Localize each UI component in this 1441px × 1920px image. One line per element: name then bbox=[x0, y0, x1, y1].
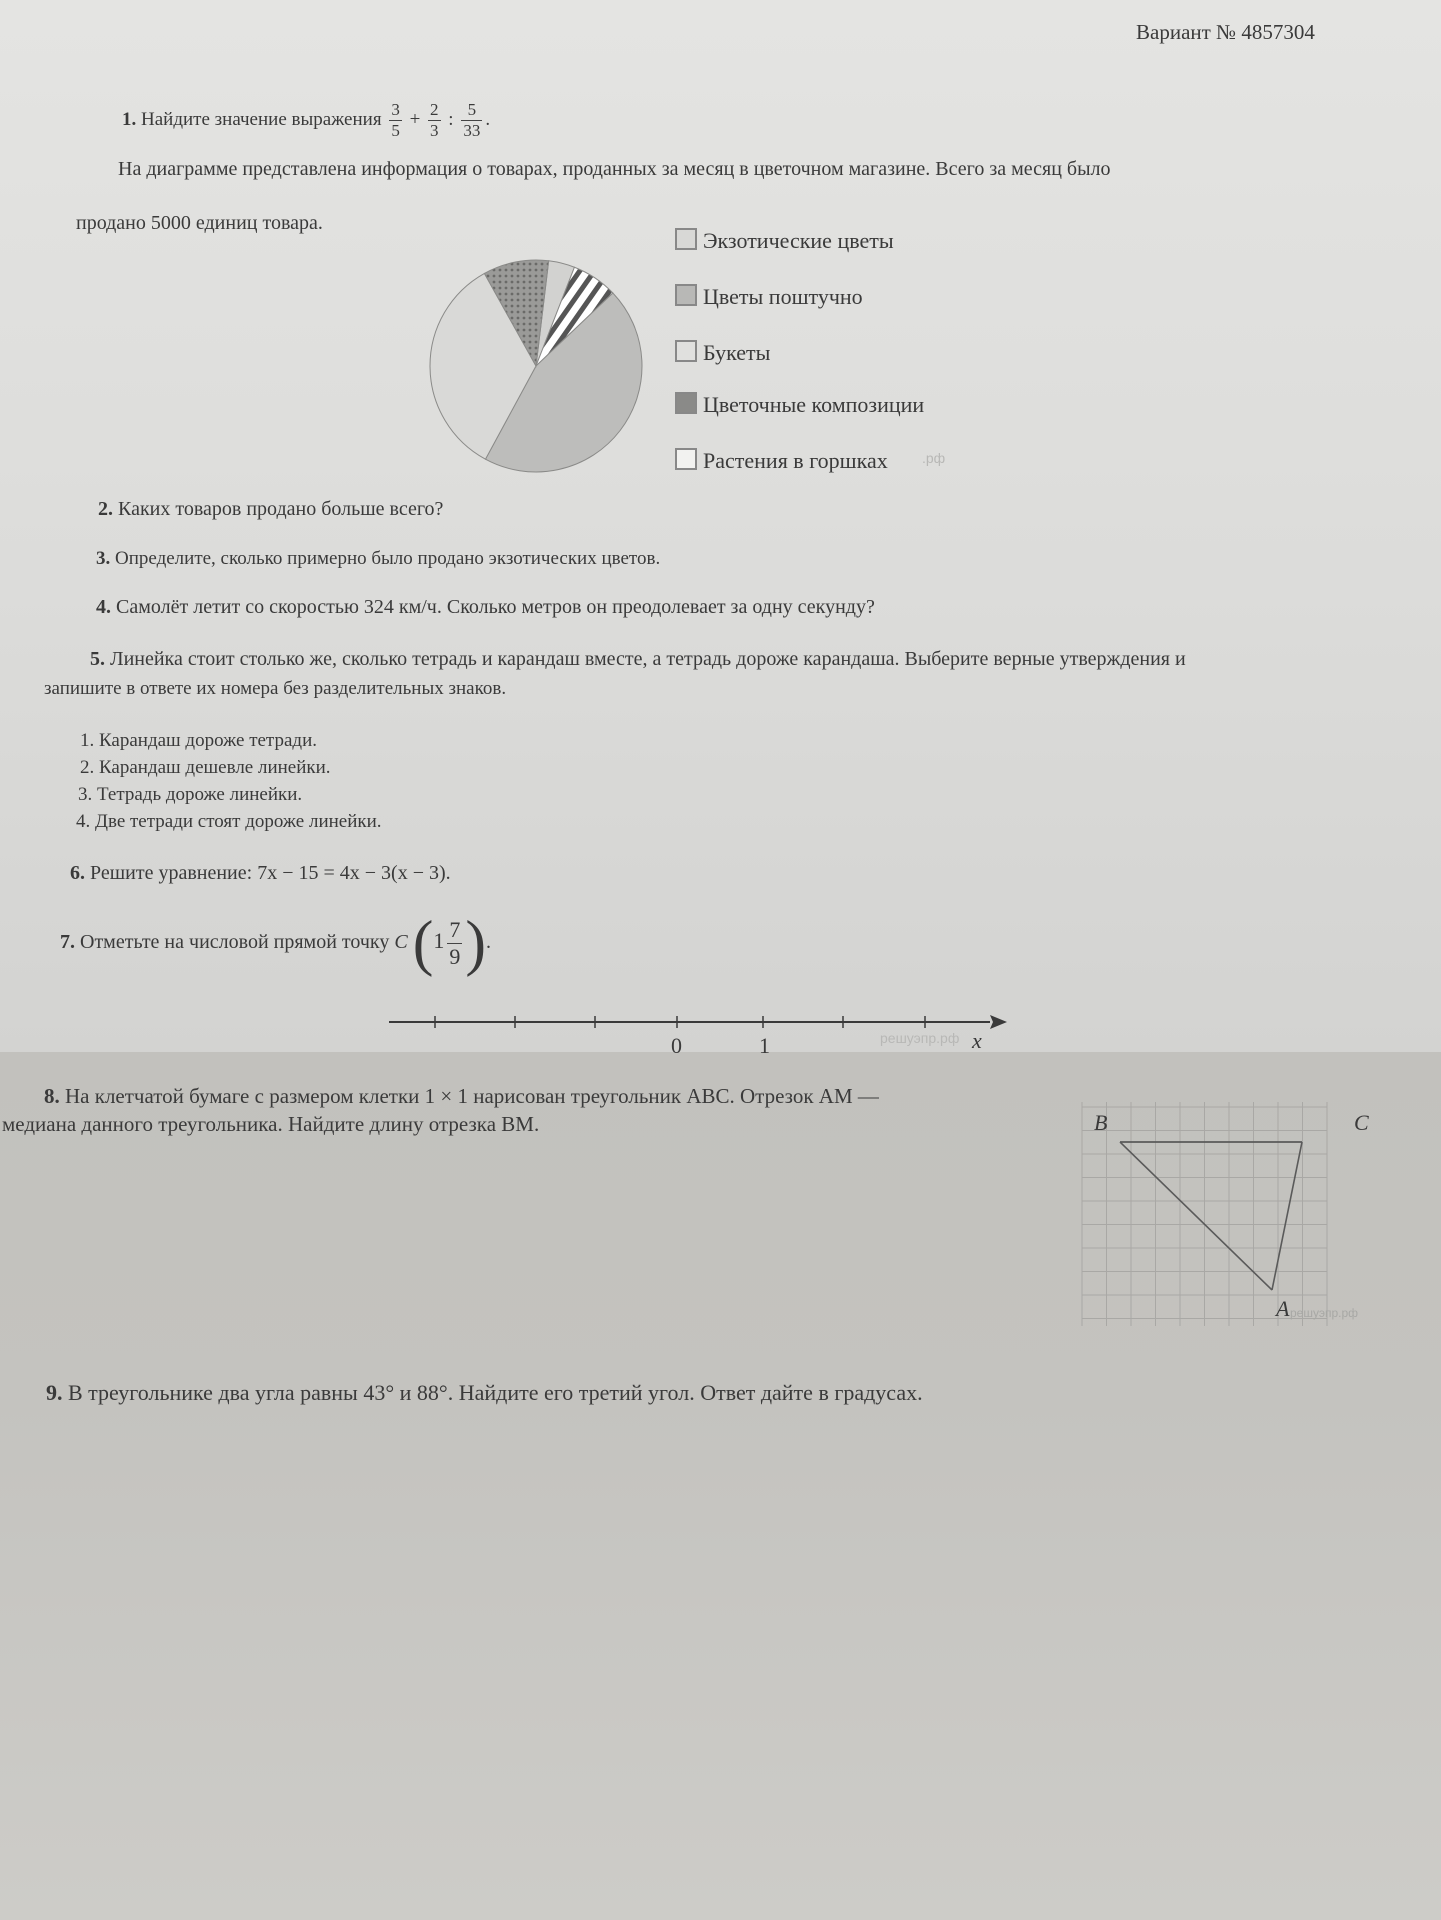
fraction-2-3: $\frac{2}{3}$ bbox=[430, 100, 439, 140]
task-5-line-2: запишите в ответе их номера без разделительных знаков. bbox=[44, 678, 507, 699]
fraction-5-33: $\frac{5}{33}$ bbox=[463, 100, 481, 140]
task-5-option-2: 2. Карандаш дешевле линейки. bbox=[80, 757, 331, 778]
legend-item-2 bbox=[675, 284, 863, 310]
fraction-3-5: $\frac{3}{5}$ bbox=[391, 100, 400, 140]
task-6: 6. Решите уравнение: 7x − 15 = 4x − 3(x − 3). bbox=[70, 862, 451, 884]
legend-swatch bbox=[675, 340, 697, 362]
number-line-zero: 0 bbox=[671, 1033, 682, 1058]
task-7: 7. Отметьте на числовой прямой точку C (1 $\frac{7}{9}$ ). bbox=[60, 909, 492, 978]
point-c-label: C bbox=[394, 931, 408, 953]
task-1-number: 1. bbox=[122, 108, 137, 130]
legend-swatch bbox=[675, 284, 697, 306]
legend-watermark: .рф bbox=[922, 450, 946, 466]
legend-label: Растения в горшках bbox=[703, 448, 888, 473]
fraction-7-9: $\frac{7}{9}$ bbox=[449, 916, 461, 969]
side-ca bbox=[1272, 1142, 1302, 1290]
number-line-watermark: решуэпр.рф bbox=[880, 1030, 960, 1046]
number-line-x-label: x bbox=[972, 1028, 982, 1053]
task-3: 3. Определите, сколько примерно было продано экзотических цветов. bbox=[96, 548, 661, 569]
triangle-abc bbox=[1082, 1102, 1332, 1330]
task-5-option-1: 1. Карандаш дороже тетради. bbox=[80, 730, 317, 751]
vertex-a-label: A bbox=[1276, 1296, 1290, 1321]
plus-sign: + bbox=[409, 108, 421, 130]
divide-sign: : bbox=[448, 108, 454, 130]
task-1-text: Найдите значение выражения bbox=[141, 108, 382, 130]
task-2: 2. Каких товаров продано больше всего? bbox=[98, 498, 444, 520]
legend-swatch bbox=[675, 228, 697, 250]
legend-label: Цветочные композиции bbox=[703, 392, 925, 417]
legend-item-5 bbox=[675, 448, 888, 474]
task-5-option-3: 3. Тетрадь дороже линейки. bbox=[78, 784, 303, 805]
pie-chart bbox=[426, 256, 646, 476]
legend-item-3 bbox=[675, 340, 770, 366]
legend-label: Букеты bbox=[703, 340, 771, 365]
task-8-line-2: медиана данного треугольника. Найдите длину отрезка BM. bbox=[2, 1112, 540, 1136]
variant-number: Вариант № 4857304 bbox=[1136, 20, 1315, 44]
legend-item-4 bbox=[675, 392, 924, 418]
task-8-line-1: 8. На клетчатой бумаге с размером клетки 1 × 1 нарисован треугольник ABC. Отрезок AM — bbox=[44, 1084, 879, 1108]
vertex-b-label: B bbox=[1094, 1110, 1108, 1135]
legend-label: Экзотические цветы bbox=[703, 228, 894, 253]
intro-line-1: На диаграмме представлена информация о товарах, проданных за месяц в цветочном магазине. Всего за месяц было bbox=[118, 158, 1111, 180]
task-9: 9. В треугольнике два угла равны 43° и 88°. Найдите его третий угол. Ответ дайте в градусах. bbox=[46, 1380, 923, 1405]
number-line-one: 1 bbox=[759, 1033, 770, 1058]
legend-label: Цветы поштучно bbox=[703, 284, 863, 309]
task-5-option-4: 4. Две тетради стоят дороже линейки. bbox=[76, 811, 382, 832]
vertex-c-label: C bbox=[1354, 1110, 1369, 1135]
legend-swatch bbox=[675, 448, 697, 470]
task-5-line-1: 5. Линейка стоит столько же, сколько тетрадь и карандаш вместе, а тетрадь дороже карандаша. Выберите верные утверждения и bbox=[90, 648, 1186, 670]
side-ba bbox=[1120, 1142, 1272, 1290]
grid-watermark: решуэпр.рф bbox=[1290, 1306, 1359, 1320]
legend-item-1 bbox=[675, 228, 894, 254]
task-1: 1. Найдите значение выражения $\frac{3}{5}$ + $\frac{2}{3}$ : $\frac{5}{33}$ . bbox=[122, 100, 491, 140]
legend-swatch bbox=[675, 392, 697, 414]
task-4: 4. Самолёт летит со скоростью 324 км/ч. Сколько метров он преодолевает за одну секунду? bbox=[96, 596, 875, 618]
intro-line-2: продано 5000 единиц товара. bbox=[76, 212, 323, 234]
